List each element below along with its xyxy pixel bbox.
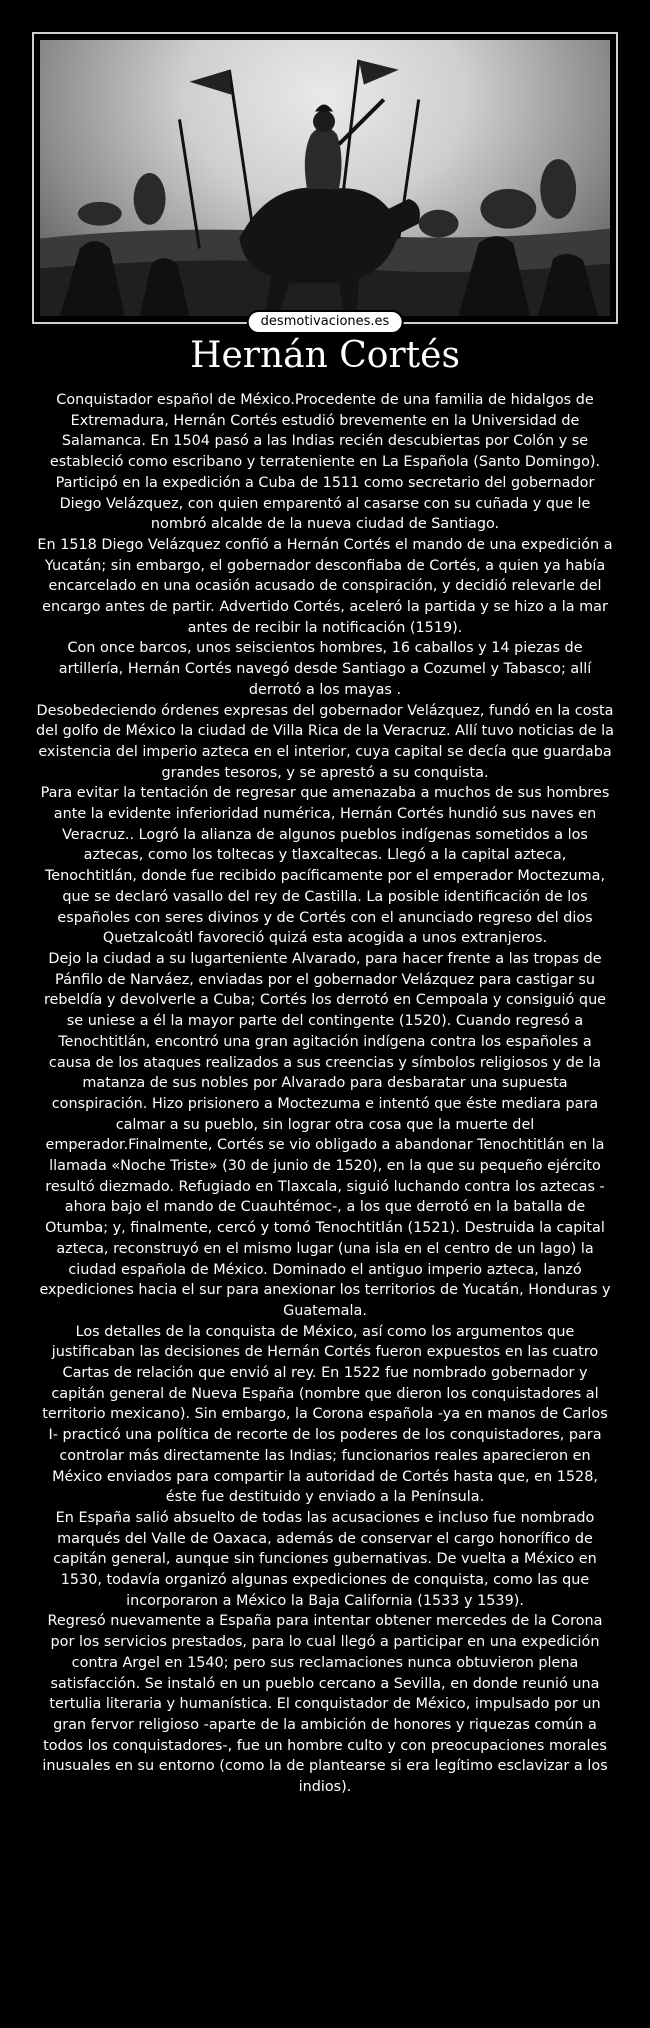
watermark-logo: desmotivaciones.es bbox=[247, 310, 404, 334]
paragraph: Regresó nuevamente a España para intentar obtener mercedes de la Corona por los servicios prestados, para lo cual llegó a participar en una expedición contra Argel en 1540; pero sus reclamaciones nunca obtuvieron plena satisfacción. Se instaló en un pueblo cercano a Sevilla, en donde reunió una tertulia literaria y humanística. El conquistador de México, impulsado por un gran fervor religioso -aparte de la ambición de honores y riquezas común a todos los conquistadores-, fue un hombre culto y con preocupaciones morales inusuales en su entorno (como la de plantearse si era legítimo esclavizar a los indios). bbox=[42, 1613, 608, 1796]
paragraph: Dejo la ciudad a su lugarteniente Alvarado, para hacer frente a las tropas de Pánfilo de Narváez, enviadas por el gobernador Velázquez para castigar su rebeldía y devolverle a Cuba; Cortés los derrotó en Cempoala y consiguió que se uniese a él la mayor parte del contingente (1520). Cuando regresó a Tenochtitlán, encontró una gran agitación indígena contra los españoles a causa de los ataques realizados a sus creencias y símbolos religiosos y de la matanza de sus nobles por Alvarado para desbaratar una supuesta conspiración. Hizo prisionero a Moctezuma e intentó que éste mediara para calmar a su pueblo, sin lograr otra cosa que la muerte del emperador.Finalmente, Cortés se vio obligado a abandonar Tenochtitlán en la llamada «Noche Triste» (30 de junio de 1520), en la que su pequeño ejército resultó diezmado. Refugiado en Tlaxcala, siguió luchando contra los aztecas -ahora bajo el mando de Cuauhtémoc-, a los que derrotó en la batalla de Otumba; y, finalmente, cercó y tomó Tenochtitlán (1521). Destruida la capital azteca, reconstruyó en el mismo lugar (una isla en el centro de un lago) la ciudad española de México. Dominado el antiguo imperio azteca, lanzó expediciones hacia el sur para anexionar los territorios de Yucatán, Honduras y Guatemala. bbox=[39, 950, 611, 1319]
paragraph: En España salió absuelto de todas las acusaciones e incluso fue nombrado marqués del Valle de Oaxaca, además de conservar el cargo honorífico de capitán general, aunque sin funciones gubernativas. De vuelta a México en 1530, todavía organizó algunas expediciones de conquista, como las que incorporaron a México la Baja California (1533 y 1539). bbox=[53, 1509, 597, 1609]
paragraph: En 1518 Diego Velázquez confió a Hernán Cortés el mando de una expedición a Yucatán; sin embargo, el gobernador desconfiaba de Cortés, a quien ya había encarcelado en una ocasión acusado de conspiración, y decidió relevarle del encargo antes de partir. Advertido Cortés, aceleró la partida y se hizo a la mar antes de recibir la notificación (1519). bbox=[37, 536, 613, 636]
battle-engraving-image bbox=[40, 40, 610, 316]
page-title: Hernán Cortés bbox=[190, 335, 460, 376]
article-body bbox=[36, 390, 614, 1798]
paragraph: Los detalles de la conquista de México, así como los argumentos que justificaban las decisiones de Hernán Cortés fueron expuestos en las cuatro Cartas de relación que envió al rey. En 1522 fue nombrado gobernador y capitán general de Nueva España (nombre que dieron los conquistadores al territorio mexicano). Sin embargo, la Corona española -ya en manos de Carlos I- practicó una política de recorte de los poderes de los conquistadores, para controlar más directamente las Indias; funcionarios reales aparecieron en México enviados para compartir la autoridad de Cortés hasta que, en 1528, éste fue destituido y enviado a la Península. bbox=[42, 1323, 608, 1506]
image-frame bbox=[32, 32, 618, 329]
paragraph: Con once barcos, unos seiscientos hombres, 16 caballos y 14 piezas de artillería, Hernán Cortés navegó desde Santiago a Cozumel y Tabasco; allí derrotó a los mayas . bbox=[58, 640, 592, 698]
paragraph: Desobedeciendo órdenes expresas del gobernador Velázquez, fundó en la costa del golfo de México la ciudad de Villa Rica de la Veracruz. Allí tuvo noticias de la existencia del imperio azteca en el interior, cuya capital se decía que guardaba grandes tesoros, y se aprestó a su conquista. bbox=[36, 702, 614, 781]
battle-scene-illustration bbox=[40, 40, 610, 316]
paragraph: Para evitar la tentación de regresar que amenazaba a muchos de sus hombres ante la evidente inferioridad numérica, Hernán Cortés hundió sus naves en Veracruz.. Logró la alianza de algunos pueblos indígenas sometidos a los aztecas, como los toltecas y tlaxcaltecas. Llegó a la capital azteca, Tenochtitlán, donde fue recibido pacíficamente por el emperador Moctezuma, que se declaró vasallo del rey de Castilla. La posible identificación de los españoles con seres divinos y de Cortés con el anunciado regreso del dios Quetzalcoátl favoreció quizá esta acogida a unos extranjeros. bbox=[40, 785, 610, 947]
paragraph: Conquistador español de México.Procedente de una familia de hidalgos de Extremadura, Hernán Cortés estudió brevemente en la Universidad de Salamanca. En 1504 pasó a las Indias recién descubiertas por Colón y se estableció como escribano y terrateniente en La Española (Santo Domingo). Participó en la expedición a Cuba de 1511 como secretario del gobernador Diego Velázquez, con quien emparentó al casarse con su cuñada y que le nombró alcalde de la nueva ciudad de Santiago. bbox=[49, 392, 601, 533]
